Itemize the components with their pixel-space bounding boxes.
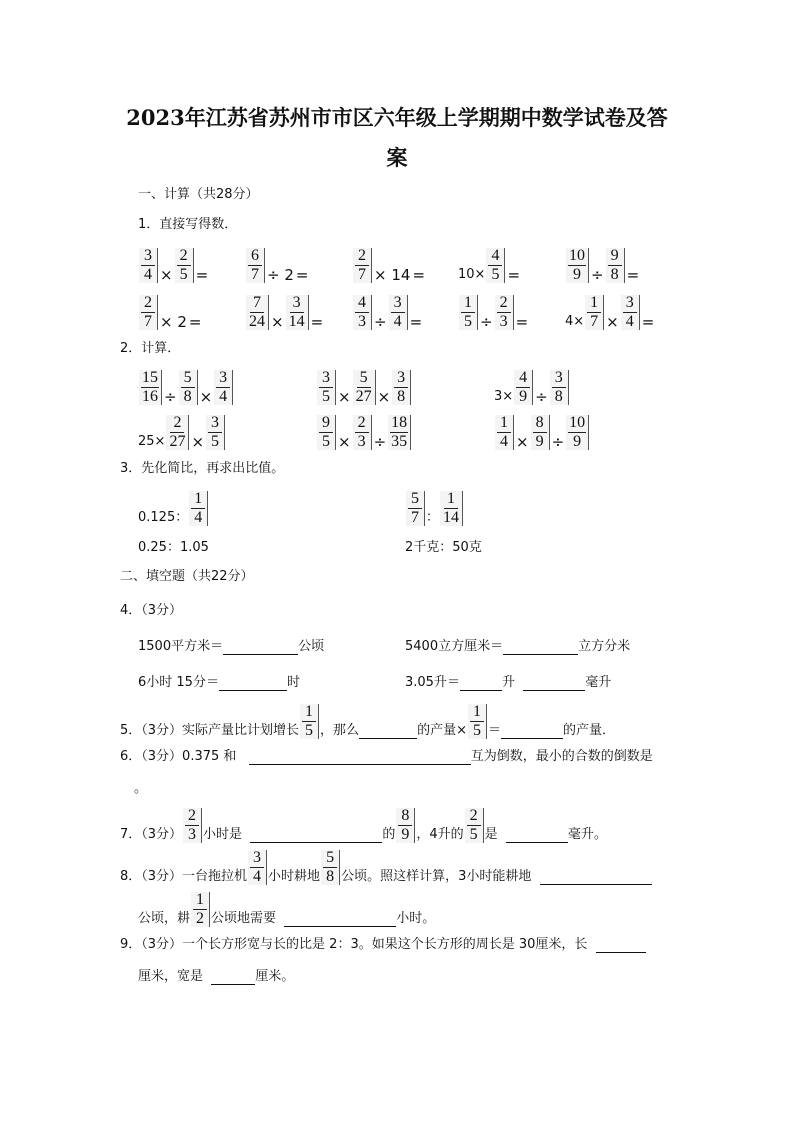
text: 二、填空题（共22分）	[120, 569, 254, 584]
numerator: 6	[248, 248, 262, 266]
text: ×	[377, 388, 391, 406]
text: 5．（3分）实际产量比计划增长	[120, 723, 300, 738]
text: 0.125：	[138, 510, 189, 525]
fraction	[406, 491, 425, 526]
q1-h	[352, 295, 423, 330]
denominator: 7	[144, 313, 152, 330]
section-2-heading	[120, 569, 254, 585]
text: ×	[191, 433, 205, 451]
text: 小时。	[396, 911, 436, 926]
numerator: 2	[355, 248, 369, 266]
text: 的	[382, 827, 396, 842]
text: 公顷地需要	[211, 911, 285, 926]
numerator: 3	[623, 295, 637, 313]
q2-b	[316, 370, 412, 405]
fraction	[566, 248, 589, 283]
numerator: 1	[587, 295, 601, 313]
numerator: 10	[569, 414, 586, 431]
q8-cont	[138, 892, 435, 927]
fraction	[248, 850, 267, 885]
document-title-continued: 案	[386, 145, 408, 170]
answer-blank[interactable]	[284, 912, 396, 927]
denominator: 9	[401, 826, 410, 843]
fraction	[550, 370, 569, 405]
text: 3．先化简比，再求出比值。	[120, 461, 285, 476]
text: 1500平方米＝	[138, 639, 224, 654]
numerator: 1	[193, 892, 207, 910]
text: 厘米。	[255, 969, 295, 984]
denominator: 8	[326, 868, 335, 885]
numerator: 3	[552, 370, 566, 388]
denominator: 3	[499, 313, 508, 330]
text: =	[515, 313, 529, 331]
fraction	[388, 415, 411, 450]
fraction	[531, 415, 550, 450]
text: 立方分米	[578, 639, 631, 654]
denominator: 9	[573, 433, 582, 450]
text: 毫升	[585, 675, 612, 690]
denominator: 4	[144, 266, 152, 283]
text: ，4升的	[416, 827, 464, 842]
denominator: 5	[322, 433, 330, 450]
answer-blank[interactable]	[359, 724, 417, 739]
text: 2．计算．	[120, 341, 181, 356]
q3-c	[138, 540, 209, 556]
text: ×	[199, 388, 213, 406]
answer-blank[interactable]	[503, 640, 578, 655]
denominator: 24	[249, 313, 265, 330]
denominator: 5	[464, 313, 472, 330]
text: 1．直接写得数．	[138, 217, 238, 232]
fraction	[585, 295, 604, 330]
q3-d	[405, 540, 482, 556]
denominator: 16	[142, 388, 158, 405]
text: 8．（3分）一台拖拉机	[120, 869, 248, 884]
numerator: 10	[569, 247, 585, 264]
text: 2千克：50克	[405, 540, 482, 555]
text: ×	[338, 388, 351, 406]
text: 升	[501, 675, 524, 690]
answer-blank[interactable]	[249, 750, 471, 765]
fraction	[459, 295, 478, 330]
text: =	[412, 266, 426, 284]
fraction	[317, 415, 336, 450]
numerator: 2	[141, 295, 155, 313]
q2-f	[494, 415, 590, 450]
answer-blank[interactable]	[223, 640, 298, 655]
text: 厘米，宽是	[138, 969, 212, 984]
text: ×	[606, 313, 619, 331]
text: 3.05升＝	[405, 675, 460, 690]
denominator: 35	[391, 433, 408, 450]
text: 4．（3分）	[120, 603, 183, 618]
text: 的产量×	[417, 723, 467, 738]
q1-g	[245, 295, 324, 330]
text: ＝	[487, 723, 501, 738]
fraction	[139, 295, 158, 330]
denominator: 8	[183, 388, 192, 405]
q1-label	[138, 217, 237, 233]
denominator: 4	[393, 313, 402, 330]
numerator: 8	[398, 808, 412, 826]
fraction	[183, 808, 202, 843]
denominator: 4	[253, 868, 262, 885]
denominator: 9	[573, 266, 581, 283]
numerator: 3	[250, 850, 264, 868]
text: ×	[160, 266, 173, 284]
denominator: 7	[251, 266, 259, 283]
text: ÷	[374, 313, 387, 331]
text: ÷	[535, 388, 548, 406]
numerator: 5	[323, 850, 337, 868]
text: 一、计算（共28分）	[138, 187, 259, 202]
fraction	[246, 295, 269, 330]
fraction	[396, 808, 415, 843]
text: 公顷。照这样计算，3小时能耕地	[341, 869, 540, 884]
text: 小时是	[203, 827, 251, 842]
denominator: 2	[196, 910, 205, 927]
fraction	[175, 248, 194, 283]
q2-label	[120, 341, 180, 357]
numerator: 2	[497, 295, 511, 313]
text: ÷	[480, 313, 493, 331]
denominator: 5	[491, 266, 500, 283]
denominator: 7	[411, 509, 419, 526]
q1-a	[138, 248, 209, 283]
numerator: 3	[208, 415, 222, 433]
text: ×	[271, 313, 284, 331]
answer-blank[interactable]	[540, 870, 652, 885]
q6	[120, 749, 653, 765]
fraction	[206, 415, 225, 450]
numerator: 5	[181, 370, 195, 388]
text: =	[310, 313, 324, 331]
text: 公顷	[298, 639, 325, 654]
text: 互为倒数，最小的合数的倒数是	[470, 749, 653, 764]
fraction	[321, 850, 340, 885]
numerator: 2	[355, 415, 369, 433]
denominator: 4	[625, 313, 634, 330]
text: 是	[484, 827, 506, 842]
denominator: 4	[194, 509, 203, 526]
text: 。	[134, 781, 148, 796]
answer-blank[interactable]	[596, 938, 646, 953]
text: 3×	[494, 389, 514, 404]
q1-j	[565, 295, 655, 330]
numerator: 1	[444, 491, 458, 509]
denominator: 27	[355, 388, 372, 405]
fraction	[353, 248, 372, 283]
denominator: 5	[322, 388, 330, 405]
numerator: 3	[216, 370, 230, 388]
numerator: 2	[170, 415, 184, 433]
text: =	[188, 313, 202, 331]
q4-a	[138, 639, 324, 655]
fraction	[286, 295, 309, 330]
text: 小时耕地	[268, 869, 321, 884]
answer-blank[interactable]	[250, 828, 382, 843]
denominator: 9	[519, 388, 528, 405]
fraction	[353, 295, 372, 330]
numerator: 1	[461, 295, 475, 313]
fraction	[189, 491, 208, 526]
fraction	[246, 248, 265, 283]
denominator: 14	[288, 313, 305, 330]
numerator: 3	[290, 295, 304, 313]
text: =	[626, 266, 640, 284]
q1-i	[458, 295, 529, 330]
section-1-heading	[138, 187, 259, 203]
fraction	[317, 370, 336, 405]
fraction	[465, 808, 484, 843]
text: × 2	[160, 313, 187, 331]
text: 25×	[138, 434, 166, 449]
q1-f	[138, 295, 202, 330]
fraction	[621, 295, 640, 330]
text: 公顷，耕	[138, 911, 191, 926]
text: 的产量．	[562, 723, 615, 738]
text: =	[507, 266, 521, 284]
q2-d	[138, 415, 226, 450]
fraction	[191, 892, 210, 927]
numerator: 8	[533, 415, 547, 433]
text: =	[409, 313, 423, 331]
fraction	[606, 248, 625, 283]
numerator: 2	[177, 248, 191, 266]
q4-b	[405, 639, 630, 655]
fraction	[440, 491, 463, 526]
answer-blank[interactable]	[219, 676, 287, 691]
numerator: 3	[394, 370, 408, 388]
text: 6小时 15分＝	[138, 675, 219, 690]
q2-c	[494, 370, 570, 405]
denominator: 8	[610, 266, 619, 283]
text: =	[641, 313, 655, 331]
text: ÷	[551, 433, 565, 451]
numerator: 4	[516, 370, 530, 388]
q1-d	[458, 248, 521, 283]
numerator: 9	[608, 248, 622, 266]
fraction	[514, 370, 533, 405]
denominator: 5	[305, 722, 314, 739]
fraction	[166, 415, 189, 450]
numerator: 1	[191, 491, 205, 509]
fraction	[179, 370, 198, 405]
fraction	[353, 370, 376, 405]
text: ×	[516, 433, 529, 451]
numerator: 1	[497, 415, 511, 433]
q1-b	[245, 248, 309, 283]
text: ÷ 2	[267, 266, 294, 284]
numerator: 4	[488, 248, 502, 266]
document-title: 2023年江苏省苏州市市区六年级上学期期中数学试卷及答	[126, 105, 668, 130]
q2-a	[138, 370, 234, 405]
fraction	[353, 415, 372, 450]
denominator: 9	[535, 433, 544, 450]
q2-e	[316, 415, 412, 450]
text: × 14	[374, 266, 411, 284]
denominator: 27	[169, 433, 186, 450]
text: 4×	[565, 314, 585, 329]
fraction	[389, 295, 408, 330]
numerator: 2	[185, 808, 199, 826]
q8	[120, 850, 652, 885]
q7	[120, 808, 607, 843]
numerator: 1	[470, 704, 484, 722]
text: 10×	[458, 267, 486, 282]
text: ÷	[373, 433, 387, 451]
answer-blank[interactable]	[211, 970, 255, 985]
text: ：	[426, 510, 440, 525]
numerator: 7	[250, 295, 264, 313]
fraction	[468, 704, 487, 739]
fraction	[486, 248, 505, 283]
text: ÷	[591, 266, 604, 284]
text: =	[195, 266, 209, 284]
denominator: 4	[219, 388, 228, 405]
q3-label	[120, 461, 284, 477]
numerator: 5	[408, 491, 422, 509]
text: 7．（3分）	[120, 827, 183, 842]
q5	[120, 704, 615, 739]
denominator: 5	[472, 722, 481, 739]
fraction	[139, 370, 162, 405]
numerator: 3	[141, 248, 155, 266]
denominator: 7	[590, 313, 599, 330]
numerator: 9	[319, 415, 333, 433]
text: 毫升。	[567, 827, 607, 842]
text: ，那么	[320, 723, 360, 738]
numerator: 5	[357, 370, 371, 388]
numerator: 1	[302, 704, 316, 722]
answer-blank[interactable]	[501, 724, 563, 739]
denominator: 7	[358, 266, 366, 283]
fraction	[139, 248, 158, 283]
text: 时	[286, 675, 300, 690]
numerator: 3	[319, 370, 333, 388]
text: 9．（3分）一个长方形宽与长的比是 2：3。如果这个长方形的周长是 30厘米，长	[120, 937, 596, 952]
fraction	[495, 295, 514, 330]
denominator: 5	[179, 266, 188, 283]
q9	[120, 937, 646, 953]
numerator: 3	[391, 295, 405, 313]
q6-cont	[134, 781, 147, 797]
denominator: 5	[469, 826, 478, 843]
answer-blank[interactable]	[460, 676, 502, 691]
denominator: 3	[357, 433, 366, 450]
q4-d	[405, 675, 611, 691]
q1-c	[352, 248, 426, 283]
numerator: 15	[142, 369, 158, 386]
denominator: 4	[500, 433, 508, 450]
text: 5400立方厘米＝	[405, 639, 504, 654]
text: 6．（3分）0.375 和	[120, 749, 249, 764]
q1-e	[565, 248, 640, 283]
answer-blank[interactable]	[523, 676, 585, 691]
denominator: 8	[554, 388, 563, 405]
denominator: 5	[211, 433, 220, 450]
q3-b	[405, 491, 464, 526]
denominator: 3	[358, 313, 366, 330]
numerator: 4	[355, 295, 369, 313]
fraction	[392, 370, 411, 405]
q4-label	[120, 603, 182, 619]
text: ÷	[164, 388, 177, 406]
fraction	[214, 370, 233, 405]
text: 0.25：1.05	[138, 540, 209, 555]
numerator: 18	[391, 414, 408, 431]
answer-blank[interactable]	[506, 828, 568, 843]
denominator: 8	[397, 388, 406, 405]
fraction	[566, 415, 589, 450]
numerator: 2	[467, 808, 481, 826]
fraction	[300, 704, 319, 739]
denominator: 14	[443, 509, 460, 526]
text: ×	[338, 433, 351, 451]
q9-cont	[138, 969, 294, 985]
fraction	[495, 415, 514, 450]
denominator: 3	[188, 826, 197, 843]
text: =	[295, 266, 309, 284]
q4-c	[138, 675, 300, 691]
q3-a	[138, 491, 209, 526]
